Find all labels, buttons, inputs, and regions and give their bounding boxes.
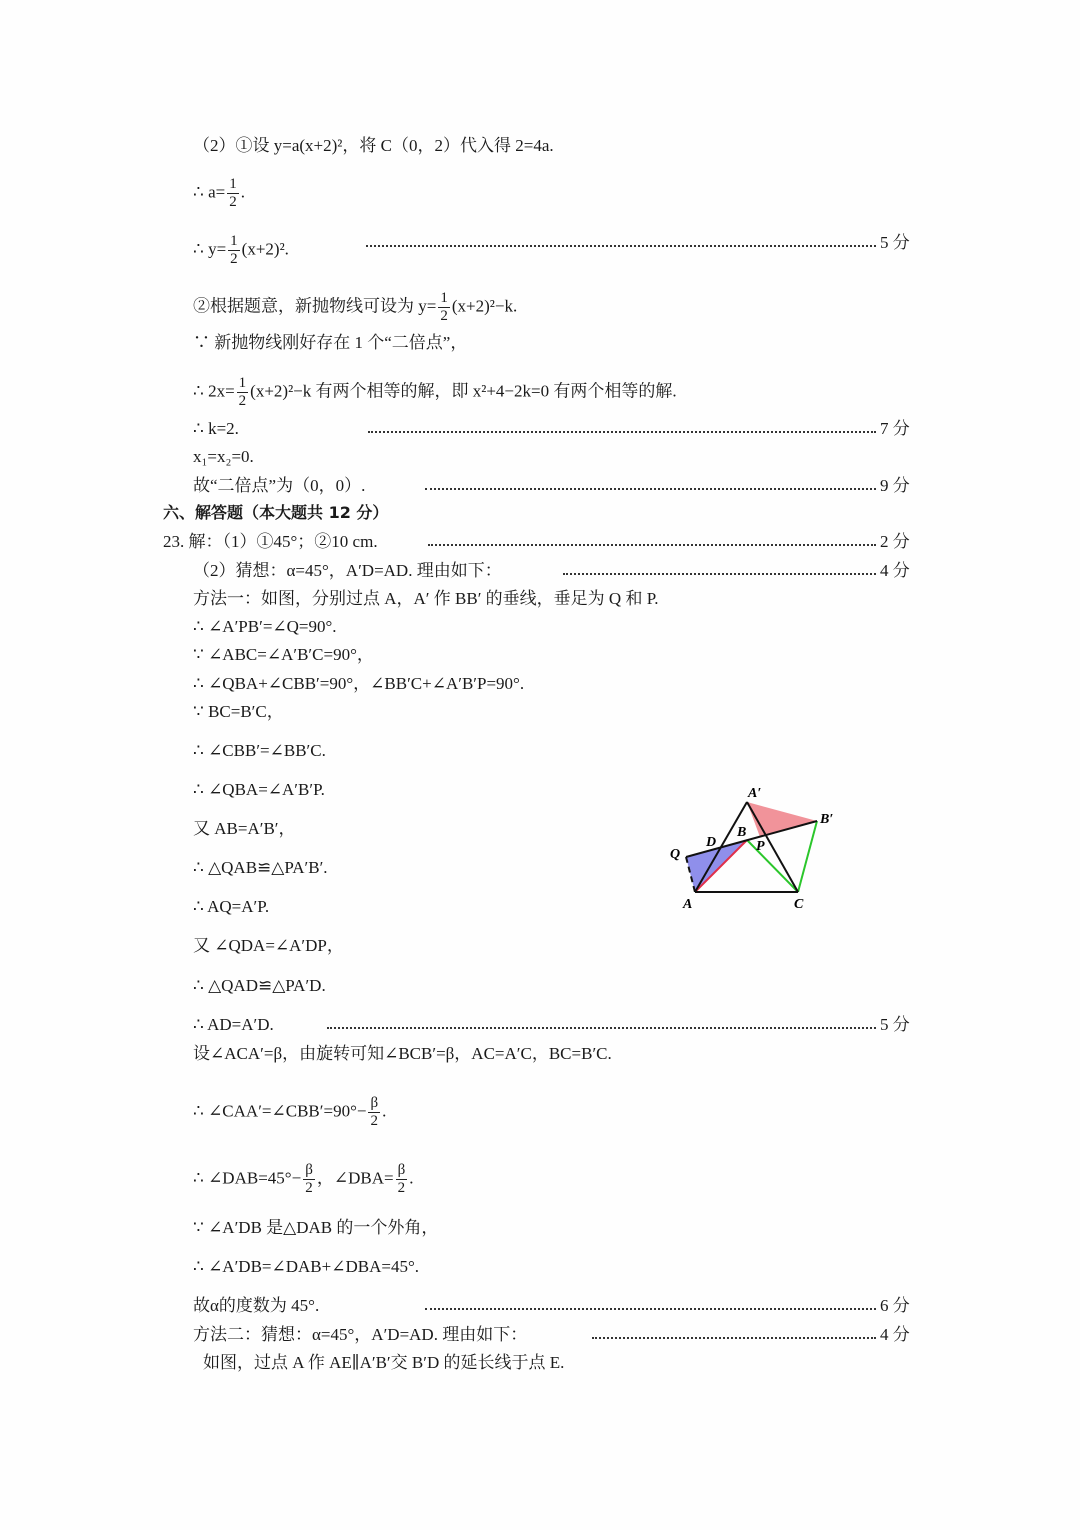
text: ∴ ∠CAA′=∠CBB′=90°− <box>193 1101 367 1121</box>
line-proof: 故α的度数为 45°. <box>193 1296 320 1315</box>
score: 4 分 <box>880 1325 910 1344</box>
label-q: Q <box>670 847 681 862</box>
score: 7 分 <box>880 419 910 438</box>
line-proof: ∴ ∠QBA+∠CBB′=90°，∠BB′C+∠A′B′P=90°. <box>193 674 525 693</box>
line-method2-construct: 如图，过点 A 作 AE∥A′B′交 B′D 的延长线于点 E. <box>203 1353 565 1372</box>
score: 9 分 <box>880 476 910 495</box>
line-proof: ∵ ∠A′DB 是△DAB 的一个外角， <box>193 1218 439 1237</box>
label-a: A <box>683 897 693 912</box>
label-c: C <box>794 897 804 912</box>
text: (x+2)²−k. <box>451 296 518 316</box>
line-proof: 设∠ACA′=β，由旋转可知∠BCB′=β，AC=A′C，BC=B′C. <box>193 1044 612 1063</box>
text: ∴ y= <box>193 239 227 259</box>
line-proof: ∴ ∠QBA=∠A′B′P. <box>193 780 325 799</box>
line-proof: ∴ ∠CBB′=∠BB′C. <box>193 741 326 760</box>
numerator: 1 <box>229 176 237 192</box>
line-q23: 23. 解：（1）①45°；②10 cm. <box>163 532 378 551</box>
line-proof: ∴ AD=A′D. <box>193 1015 274 1034</box>
line-proof: ∴ ∠A′PB′=∠Q=90°. <box>193 617 337 636</box>
text: ∴ ∠DAB=45°− <box>193 1168 302 1188</box>
denominator: 2 <box>397 1180 406 1196</box>
text: ，∠DBA= <box>316 1168 394 1188</box>
label-d: D <box>706 835 717 850</box>
numerator: β <box>397 1162 406 1178</box>
denominator: 2 <box>440 308 448 324</box>
line-proof: ∴ ∠A′DB=∠DAB+∠DBA=45°. <box>193 1257 420 1276</box>
denominator: 2 <box>238 393 247 409</box>
label-a1: A′ <box>748 786 762 801</box>
text: . <box>382 1101 387 1121</box>
text: ②根据题意，新抛物线可设为 y= <box>193 296 437 316</box>
line-substitute: （2）①设 y=a(x+2)²，将 C（0，2）代入得 2=4a. <box>193 136 554 155</box>
line-proof: 又 ∠QDA=∠A′DP， <box>193 936 344 955</box>
denominator: 2 <box>305 1180 313 1196</box>
line-k: ∴ k=2. <box>193 419 239 438</box>
text: (x+2)². <box>241 239 289 259</box>
score: 4 分 <box>880 561 910 580</box>
numerator: β <box>305 1162 313 1178</box>
label-b: B <box>737 825 747 840</box>
line-proof: 又 AB=A′B′， <box>193 819 296 838</box>
numerator: 1 <box>238 375 247 391</box>
denominator: 2 <box>370 1113 379 1129</box>
score: 2 分 <box>880 532 910 551</box>
denominator: 2 <box>229 194 237 210</box>
line-proof: ∴ △QAB≌△PA′B′. <box>193 858 328 877</box>
line-because: ∵ 新抛物线刚好存在 1 个“二倍点”， <box>193 333 468 352</box>
line-proof: ∴ AQ=A′P. <box>193 897 270 916</box>
line-proof: ∵ BC=B′C， <box>193 702 284 721</box>
line-roots: x₁=x₂=0. <box>193 447 254 466</box>
text: . <box>409 1168 414 1188</box>
label-p: P <box>756 839 765 854</box>
line-proof: ∴ △QAD≌△PA′D. <box>193 976 326 995</box>
score: 6 分 <box>880 1296 910 1315</box>
line-method1: 方法一：如图，分别过点 A，A′ 作 BB′ 的垂线，垂足为 Q 和 P. <box>193 589 659 608</box>
denominator: 2 <box>230 251 238 267</box>
numerator: 1 <box>230 233 238 249</box>
text: (x+2)²−k 有两个相等的解，即 x²+4−2k=0 有两个相等的解. <box>250 381 677 401</box>
line-double-point: 故“二倍点”为（0，0）. <box>193 476 366 495</box>
score: 5 分 <box>880 1015 910 1034</box>
line-method2: 方法二：猜想：α=45°，A′D=AD. 理由如下： <box>193 1325 528 1344</box>
numerator: β <box>370 1095 379 1111</box>
line-proof: ∵ ∠ABC=∠A′B′C=90°， <box>193 645 374 664</box>
text: . <box>240 182 245 202</box>
label-b1: B′ <box>820 812 834 827</box>
line-conjecture: （2）猜想：α=45°，A′D=AD. 理由如下： <box>193 561 502 580</box>
section-heading: 六、解答题（本大题共 12 分） <box>163 503 389 522</box>
score: 5 分 <box>880 233 910 252</box>
numerator: 1 <box>440 290 448 306</box>
text: ∴ 2x= <box>193 381 235 401</box>
text: ∴ a= <box>193 182 226 202</box>
segment-b1c <box>798 821 817 892</box>
